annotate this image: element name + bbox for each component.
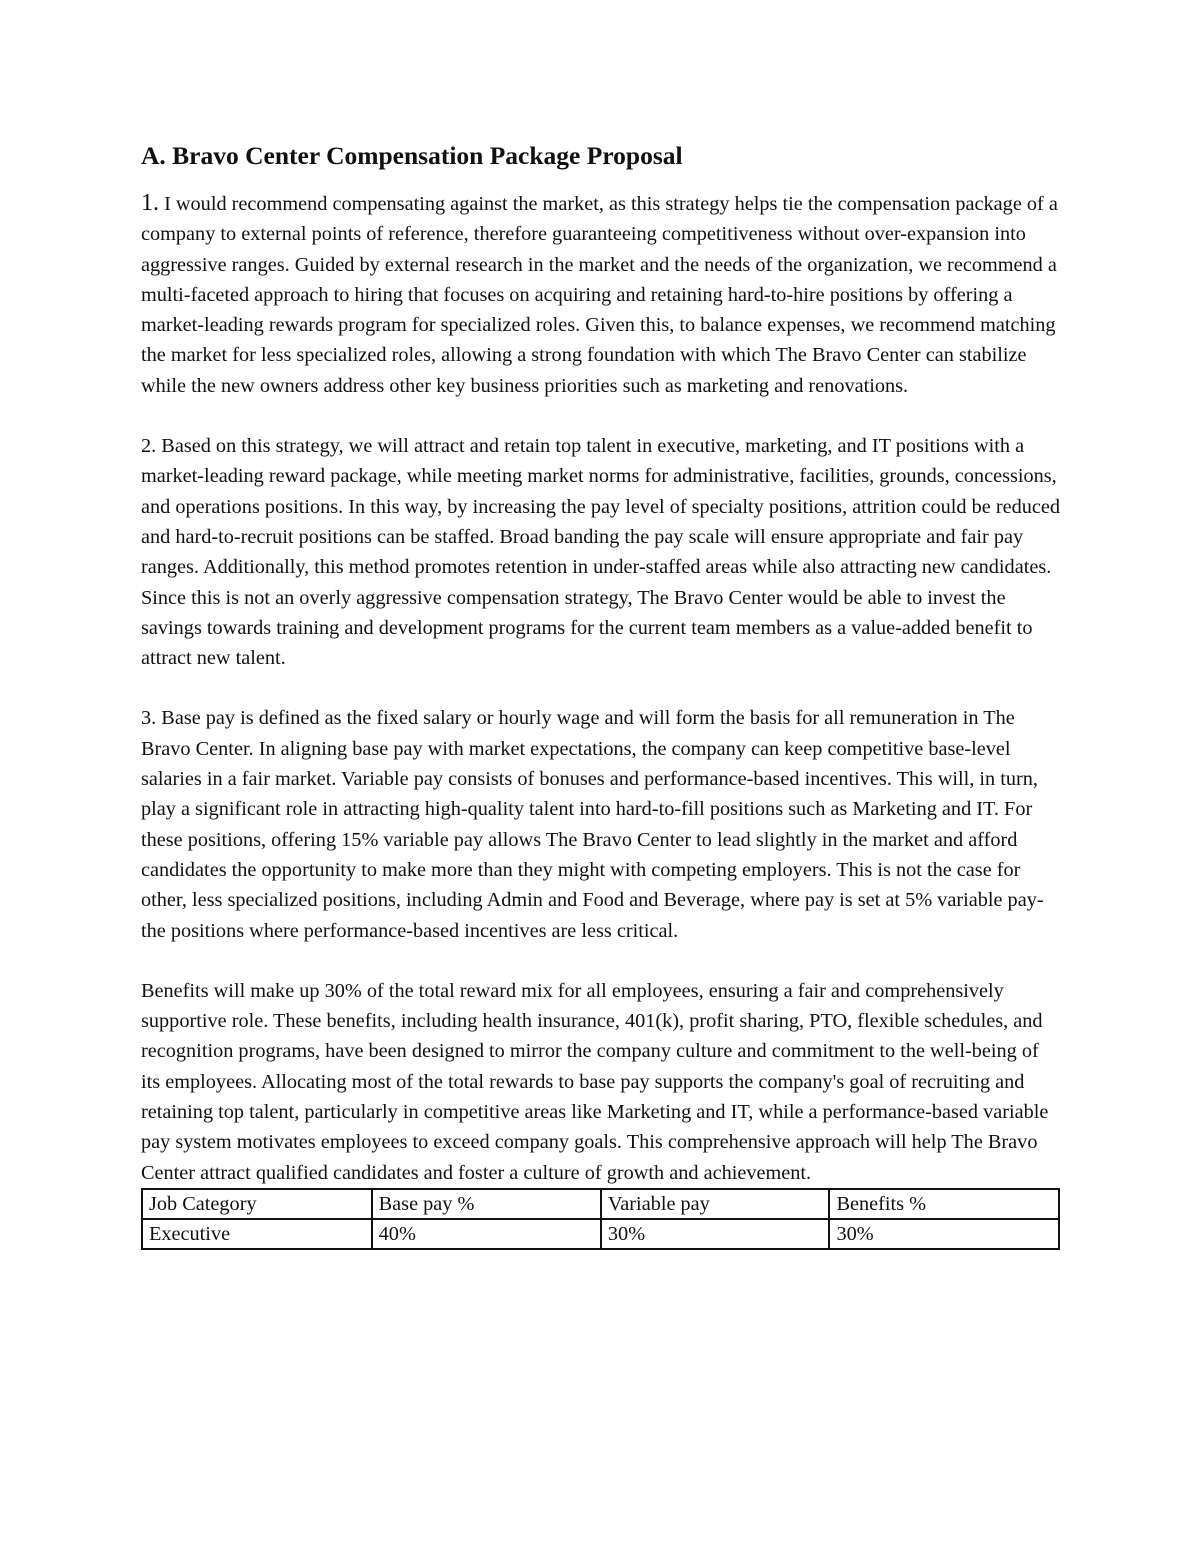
- paragraph-benefits: [141, 976, 1061, 1188]
- paragraph-2-text: Based on this strategy, we will attract and retain top talent in executive, marketing, and IT positions with a market-leading reward package, while meeting market norms for administrative, facilities, grounds, concessions, and operations positions. In this way, by increasing the pay level of specialty positions, attrition could be reduced and hard-to-recruit positions can be staffed. Broad banding the pay scale will ensure appropriate and fair pay ranges. Additionally, this method promotes retention in under-staffed areas while also attracting new candidates. Since this is not an overly aggressive compensation strategy, The Bravo Center would be able to invest the savings towards training and development programs for the current team members as a value-added benefit to attract new talent.: [141, 435, 1061, 670]
- paragraph-benefits-text: Benefits will make up 30% of the total reward mix for all employees, ensuring a fair and comprehensively supportive role. These benefits, including health insurance, 401(k), profit sharing, PTO, flexible schedules, and recognition programs, have been designed to mirror the company culture and commitment to the well-being of its employees. Allocating most of the total rewards to base pay supports the company's goal of recruiting and retaining top talent, particularly in competitive areas like Marketing and IT, while a performance-based variable pay system motivates employees to exceed company goals. This comprehensive approach will help The Bravo Center attract qualified candidates and foster a culture of growth and achievement.: [141, 979, 1049, 1184]
- table-cell: 40%: [372, 1219, 601, 1249]
- paragraph-1-text: I would recommend compensating against the market, as this strategy helps tie the compensation package of a company to external points of reference, therefore guaranteeing competitiveness without over-expansion into aggressive ranges. Guided by external research in the market and the needs of the organization, we recommend a multi-faceted approach to hiring that focuses on acquiring and retaining hard-to-hire positions by offering a market-leading rewards program for specialized roles. Given this, to balance expenses, we recommend matching the market for less specialized roles, allowing a strong foundation with which The Bravo Center can stabilize while the new owners address other key business priorities such as marketing and renovations.: [141, 193, 1058, 397]
- reward-mix-table: [141, 1188, 1060, 1250]
- document-title: A. Bravo Center Compensation Package Proposal: [141, 141, 683, 170]
- paragraph-3: [141, 703, 1061, 945]
- table-header-cell: Base pay %: [372, 1189, 601, 1219]
- table-header-cell: Benefits %: [829, 1189, 1059, 1219]
- table-cell: 30%: [601, 1219, 830, 1249]
- table-cell: Executive: [142, 1219, 372, 1249]
- paragraph-1: [141, 188, 1061, 401]
- table-header-row: [142, 1189, 1059, 1219]
- paragraph-3-number: 3.: [141, 707, 157, 730]
- paragraph-2: [141, 431, 1061, 673]
- paragraph-3-text: Base pay is defined as the fixed salary or hourly wage and will form the basis for all remuneration in The Bravo Center. In aligning base pay with market expectations, the company can keep competitive base-level salaries in a fair market. Variable pay consists of bonuses and performance-based incentives. This will, in turn, play a significant role in attracting high-quality talent into hard-to-fill positions such as Marketing and IT. For these positions, offering 15% variable pay allows The Bravo Center to lead slightly in the market and afford candidates the opportunity to make more than they might with competing employers. This is not the case for other, less specialized positions, including Admin and Food and Beverage, where pay is set at 5% variable pay-the positions where performance-based incentives are less critical.: [141, 707, 1044, 942]
- paragraph-2-number: 2.: [141, 435, 157, 458]
- table-cell: 30%: [829, 1219, 1059, 1249]
- paragraph-1-number: 1.: [141, 190, 159, 216]
- table-row: [142, 1219, 1059, 1249]
- table-header-cell: Variable pay: [601, 1189, 830, 1219]
- document-page: [141, 138, 1061, 1250]
- table-header-cell: Job Category: [142, 1189, 372, 1219]
